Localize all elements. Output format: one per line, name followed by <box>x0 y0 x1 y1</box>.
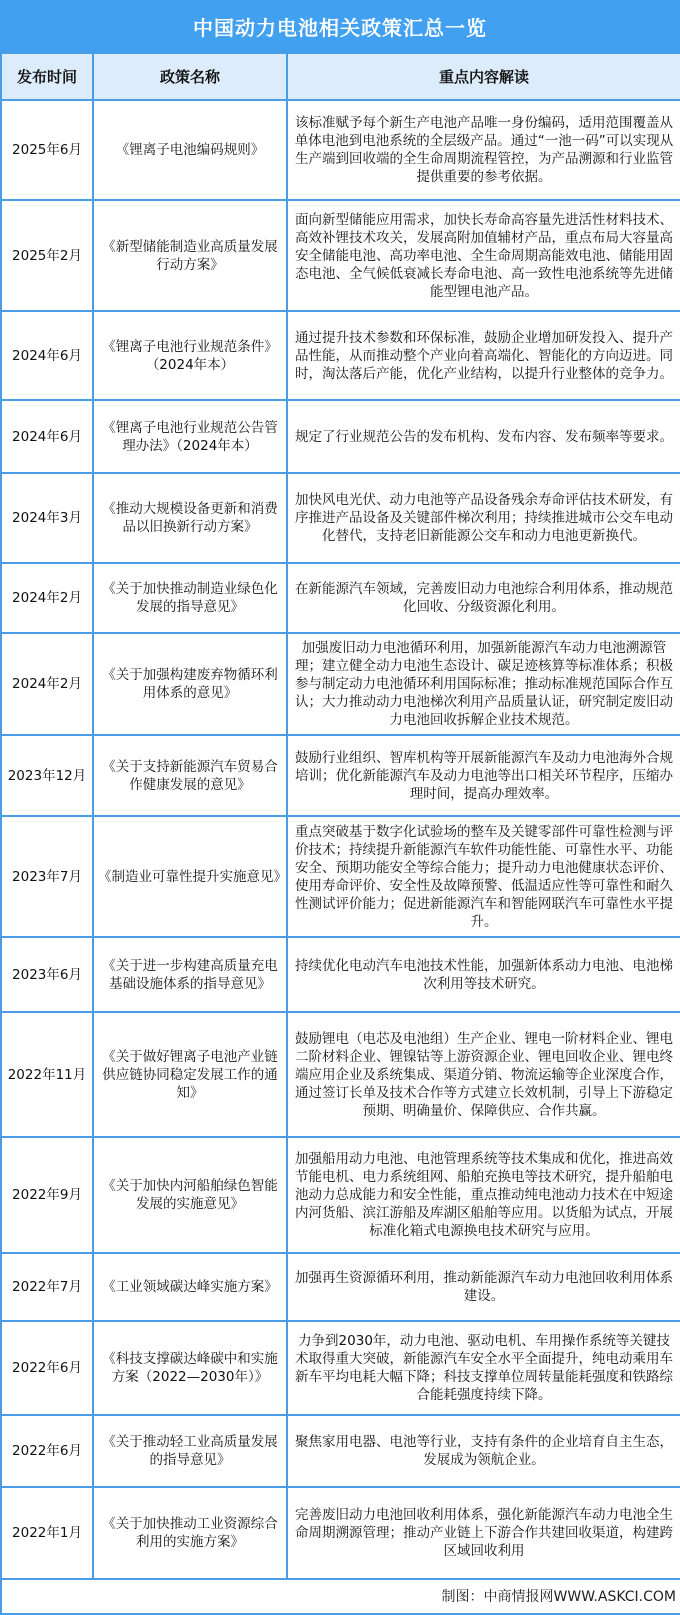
policy-key-content: 鼓励行业组织、智库机构等开展新能源汽车及动力电池海外合规培训；优化新能源汽车及动力电池等出口相关环节程序，压缩办理时间，提高办理效率。 <box>287 735 680 816</box>
policy-date: 2025年2月 <box>1 200 93 311</box>
table-body <box>1 100 680 1579</box>
policy-date: 2022年9月 <box>1 1137 93 1253</box>
policy-name: 《工业领域碳达峰实施方案》 <box>93 1253 287 1321</box>
column-header-date: 发布时间 <box>1 53 93 100</box>
policy-name: 《新型储能制造业高质量发展行动方案》 <box>93 200 287 311</box>
policy-date: 2024年2月 <box>1 633 93 735</box>
policy-name: 《关于支持新能源汽车贸易合作健康发展的意见》 <box>93 735 287 816</box>
policy-key-content: 加快风电光伏、动力电池等产品设备残余寿命评估技术研发，有序推进产品设备及关键部件梯次利用；持续推进城市公交车电动化替代，支持老旧新能源公交车和动力电池更新换代。 <box>287 473 680 563</box>
table-row <box>1 400 680 473</box>
table-row <box>1 735 680 816</box>
policy-date: 2023年6月 <box>1 937 93 1012</box>
policy-name: 《锂离子电池行业规范公告管理办法》（2024年本） <box>93 400 287 473</box>
column-header-key-content: 重点内容解读 <box>287 53 680 100</box>
policy-date: 2024年3月 <box>1 473 93 563</box>
policy-name: 《关于加快内河船舶绿色智能发展的实施意见》 <box>93 1137 287 1253</box>
policy-key-content: 鼓励锂电（电芯及电池组）生产企业、锂电一阶材料企业、锂电二阶材料企业、锂镍钴等上游资源企业、锂电回收企业、锂电终端应用企业及系统集成、渠道分销、物流运输等企业深度合作，通过签订长单及技术合作等方式建立长效机制，引导上下游稳定预期、明确量价、保障供应、合作共赢。 <box>287 1012 680 1137</box>
table-row <box>1 200 680 311</box>
policy-name: 《锂离子电池编码规则》 <box>93 100 287 200</box>
policy-name: 《关于加快推动制造业绿色化发展的指导意见》 <box>93 563 287 633</box>
policy-key-content: 面向新型储能应用需求，加快长寿命高容量先进活性材料技术、高效补锂技术攻关，发展高附加值辅材产品，重点布局大容量高安全储能电池、高功率电池、全生命周期高能效电池、储能用固态电池、全气候低衰减长寿命电池、高一致性电池系统等先进储能型锂电池产品。 <box>287 200 680 311</box>
policy-name: 《关于做好锂离子电池产业链供应链协同稳定发展工作的通知》 <box>93 1012 287 1137</box>
policy-key-content: 完善废旧动力电池回收利用体系，强化新能源汽车动力电池全生命周期溯源管理；推动产业链上下游合作共建回收渠道，构建跨区域回收利用 <box>287 1487 680 1579</box>
policy-date: 2023年12月 <box>1 735 93 816</box>
table-row <box>1 1415 680 1487</box>
policy-key-content: 在新能源汽车领域，完善废旧动力电池综合利用体系，推动规范化回收、分级资源化利用。 <box>287 563 680 633</box>
table-row <box>1 100 680 200</box>
source-credit: 制图：中商情报网WWW.ASKCI.COM <box>1 1579 680 1614</box>
table-row <box>1 1253 680 1321</box>
policy-key-content: 加强船用动力电池、电池管理系统等技术集成和优化，推进高效节能电机、电力系统组网、船舶充换电等技术研究，提升船舶电池动力总成能力和安全性能，重点推动纯电池动力技术在中短途内河货船、滨江游船及库湖区船舶等应用。以货船为试点，开展标准化箱式电源换电技术研究与应用。 <box>287 1137 680 1253</box>
policy-date: 2024年2月 <box>1 563 93 633</box>
policy-name: 《关于进一步构建高质量充电基础设施体系的指导意见》 <box>93 937 287 1012</box>
policy-date: 2025年6月 <box>1 100 93 200</box>
policy-name: 《关于推动轻工业高质量发展的指导意见》 <box>93 1415 287 1487</box>
policy-key-content: 该标准赋予每个新生产电池产品唯一身份编码，适用范围覆盖从单体电池到电池系统的全层级产品。通过“一池一码”可以实现从生产端到回收端的全生命周期流程管控，为产品溯源和行业监管提供重要的参考依据。 <box>287 100 680 200</box>
policy-name: 《制造业可靠性提升实施意见》 <box>93 816 287 937</box>
policy-key-content: 加强废旧动力电池循环利用，加强新能源汽车动力电池溯源管理；建立健全动力电池生态设计、碳足迹核算等标准体系；积极参与制定动力电池循环利用国际标准；推动标准规范国际合作互认；大力推动动力电池梯次利用产品质量认证，研究制定废旧动力电池回收拆解企业技术规范。 <box>287 633 680 735</box>
table-row <box>1 311 680 400</box>
footer-row <box>1 1579 680 1614</box>
table-row <box>1 1012 680 1137</box>
table-row <box>1 633 680 735</box>
policy-key-content: 聚焦家用电器、电池等行业，支持有条件的企业培育自主生态，发展成为领航企业。 <box>287 1415 680 1487</box>
policy-key-content: 力争到2030年，动力电池、驱动电机、车用操作系统等关键技术取得重大突破，新能源汽车安全水平全面提升，纯电动乘用车新车平均电耗大幅下降；科技支撑单位周转量能耗强度和铁路综合能耗强度持续下降。 <box>287 1321 680 1415</box>
policy-name: 《科技支撑碳达峰碳中和实施方案（2022—2030年）》 <box>93 1321 287 1415</box>
policy-date: 2022年7月 <box>1 1253 93 1321</box>
policy-key-content: 通过提升技术参数和环保标准，鼓励企业增加研发投入、提升产品性能，从而推动整个产业向着高端化、智能化的方向迈进。同时，淘汰落后产能，优化产业结构，以提升行业整体的竞争力。 <box>287 311 680 400</box>
table-row <box>1 816 680 937</box>
policy-key-content: 加强再生资源循环利用，推动新能源汽车动力电池回收利用体系建设。 <box>287 1253 680 1321</box>
policy-key-content: 规定了行业规范公告的发布机构、发布内容、发布频率等要求。 <box>287 400 680 473</box>
policy-name: 《关于加强构建废弃物循环利用体系的意见》 <box>93 633 287 735</box>
policy-date: 2024年6月 <box>1 400 93 473</box>
column-header-policy-name: 政策名称 <box>93 53 287 100</box>
table-row <box>1 1137 680 1253</box>
policy-name: 《锂离子电池行业规范条件》（2024年本） <box>93 311 287 400</box>
policy-table <box>0 52 680 1615</box>
table-row <box>1 937 680 1012</box>
page-title: 中国动力电池相关政策汇总一览 <box>0 0 680 52</box>
policy-date: 2022年11月 <box>1 1012 93 1137</box>
policy-key-content: 重点突破基于数字化试验场的整车及关键零部件可靠性检测与评价技术；持续提升新能源汽车软件功能性能、可靠性水平、功能安全、预期功能安全等综合能力；提升动力电池健康状态评价、使用寿命评价、安全性及故障预警、低温适应性等可靠性和耐久性测试评价能力；促进新能源汽车和智能网联汽车可靠性水平提升。 <box>287 816 680 937</box>
policy-key-content: 持续优化电动汽车电池技术性能，加强新体系动力电池、电池梯次利用等技术研究。 <box>287 937 680 1012</box>
policy-date: 2022年6月 <box>1 1321 93 1415</box>
table-header-row <box>1 53 680 100</box>
table-row <box>1 1487 680 1579</box>
policy-name: 《推动大规模设备更新和消费品以旧换新行动方案》 <box>93 473 287 563</box>
table-row <box>1 563 680 633</box>
policy-date: 2024年6月 <box>1 311 93 400</box>
table-row <box>1 1321 680 1415</box>
table-row <box>1 473 680 563</box>
policy-date: 2022年6月 <box>1 1415 93 1487</box>
policy-date: 2022年1月 <box>1 1487 93 1579</box>
policy-name: 《关于加快推动工业资源综合利用的实施方案》 <box>93 1487 287 1579</box>
policy-date: 2023年7月 <box>1 816 93 937</box>
